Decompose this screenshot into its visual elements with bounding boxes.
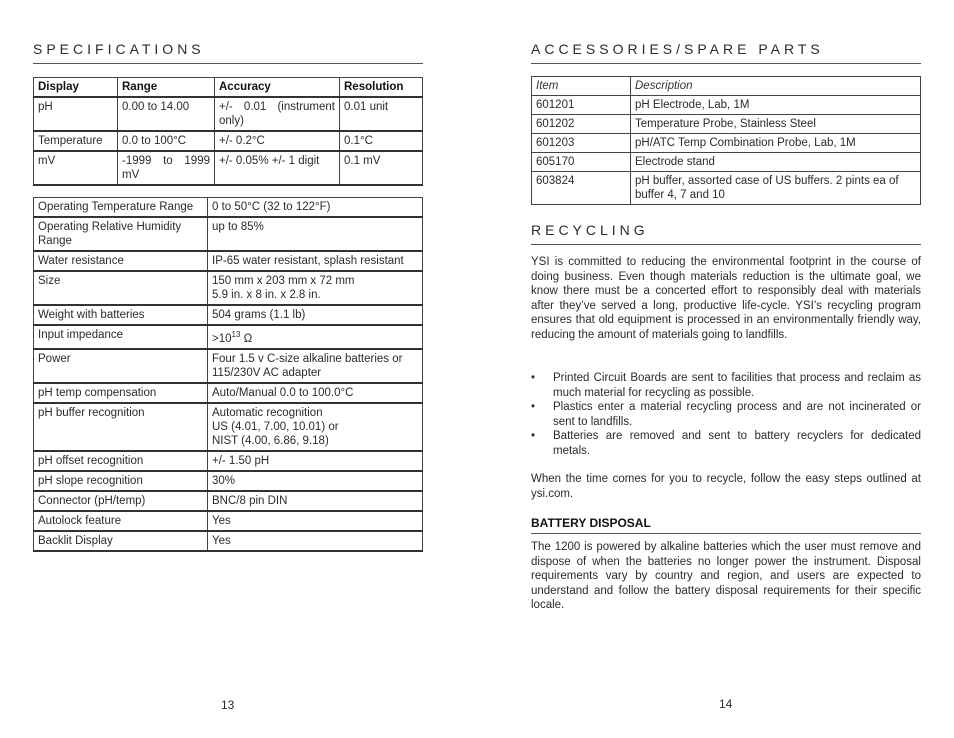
table-cell: 150 mm x 203 mm x 72 mm 5.9 in. x 8 in. x 2.8 in. bbox=[208, 271, 423, 305]
table-cell: Operating Temperature Range bbox=[34, 198, 208, 218]
table-header-row bbox=[34, 78, 423, 98]
table-header: Resolution bbox=[340, 78, 423, 98]
table-cell: mV bbox=[34, 151, 118, 185]
recycling-outro: When the time comes for you to recycle, follow the easy steps outlined at ysi.com. bbox=[531, 473, 921, 500]
table-cell bbox=[208, 325, 423, 349]
table-cell: 601201 bbox=[532, 96, 631, 115]
recycling-title: RECYCLING bbox=[531, 222, 649, 238]
table-row bbox=[532, 153, 921, 172]
list-item bbox=[531, 400, 921, 429]
table-cell: Operating Relative Humidity Range bbox=[34, 217, 208, 251]
table-cell: 0.01 unit bbox=[340, 97, 423, 131]
bullet-icon: • bbox=[531, 372, 536, 384]
accessories-table bbox=[531, 76, 921, 205]
table-cell: pH Electrode, Lab, 1M bbox=[631, 96, 921, 115]
table-cell: Connector (pH/temp) bbox=[34, 491, 208, 511]
bullet-icon: • bbox=[531, 401, 536, 413]
battery-disposal-title: BATTERY DISPOSAL bbox=[531, 516, 651, 530]
recycling-intro: YSI is committed to reducing the environmental footprint in the course of doing business. Even though materials reduction is the ultimate goal, we know there must be a concerted effort to responsibly deal with materials after they’ve served a long, productive life-cycle. YSI’s recycling program ensures that old equipment is processed in an environmentally friendly way, reducing the amount of materials going to landfills. bbox=[531, 256, 921, 341]
bullet-icon: • bbox=[531, 430, 536, 442]
table-cell: 0.1°C bbox=[340, 131, 423, 151]
table-cell: pH buffer, assorted case of US buffers. 2 pints ea of buffer 4, 7 and 10 bbox=[631, 172, 921, 205]
table-row bbox=[34, 491, 423, 511]
table-header: Display bbox=[34, 78, 118, 98]
table-cell: +/- 1.50 pH bbox=[208, 451, 423, 471]
page-number: 13 bbox=[221, 698, 235, 712]
table-cell: pH slope recognition bbox=[34, 471, 208, 491]
title-rule bbox=[33, 63, 423, 64]
spec-table-general bbox=[33, 197, 423, 552]
table-row bbox=[34, 383, 423, 403]
list-item bbox=[531, 429, 921, 458]
table-cell: Four 1.5 v C-size alkaline batteries or 115/230V AC adapter bbox=[208, 349, 423, 383]
table-cell: 0.0 to 100°C bbox=[118, 131, 215, 151]
recycling-bullets bbox=[531, 371, 921, 458]
table-cell: Temperature Probe, Stainless Steel bbox=[631, 115, 921, 134]
table-cell: Size bbox=[34, 271, 208, 305]
table-header: Description bbox=[631, 77, 921, 96]
table-cell: 0 to 50°C (32 to 122°F) bbox=[208, 198, 423, 218]
table-cell: +/- 0.01 (instrument only) bbox=[215, 97, 340, 131]
table-cell: 601202 bbox=[532, 115, 631, 134]
table-row bbox=[34, 403, 423, 451]
table-cell: Weight with batteries bbox=[34, 305, 208, 325]
table-row bbox=[34, 305, 423, 325]
list-item bbox=[531, 371, 921, 400]
table-cell: 504 grams (1.1 lb) bbox=[208, 305, 423, 325]
table-cell: Automatic recognition US (4.01, 7.00, 10.01) or NIST (4.00, 6.86, 9.18) bbox=[208, 403, 423, 451]
table-row bbox=[34, 251, 423, 271]
table-row bbox=[532, 96, 921, 115]
table-row bbox=[34, 511, 423, 531]
table-cell: +/- 0.2°C bbox=[215, 131, 340, 151]
table-row bbox=[34, 451, 423, 471]
impedance-exponent: 13 bbox=[231, 330, 241, 339]
list-item-text: Printed Circuit Boards are sent to facilities that process and reclaim as much material for recycling as possible. bbox=[553, 372, 921, 399]
table-cell: pH/ATC Temp Combination Probe, Lab, 1M bbox=[631, 134, 921, 153]
table-row bbox=[34, 349, 423, 383]
impedance-base: >10 bbox=[212, 332, 232, 345]
table-row bbox=[34, 271, 423, 305]
table-row bbox=[34, 531, 423, 551]
table-row bbox=[532, 134, 921, 153]
table-header: Accuracy bbox=[215, 78, 340, 98]
table-cell: 601203 bbox=[532, 134, 631, 153]
title-rule bbox=[531, 63, 921, 64]
table-cell: pH buffer recognition bbox=[34, 403, 208, 451]
table-cell: pH offset recognition bbox=[34, 451, 208, 471]
table-cell: up to 85% bbox=[208, 217, 423, 251]
table-cell: 603824 bbox=[532, 172, 631, 205]
table-row bbox=[34, 151, 423, 185]
table-row bbox=[34, 471, 423, 491]
table-row bbox=[532, 115, 921, 134]
table-row bbox=[34, 131, 423, 151]
table-cell: 0.00 to 14.00 bbox=[118, 97, 215, 131]
table-cell: -1999 to 1999 mV bbox=[118, 151, 215, 185]
table-cell: Yes bbox=[208, 511, 423, 531]
table-cell: +/- 0.05% +/- 1 digit bbox=[215, 151, 340, 185]
table-cell: Electrode stand bbox=[631, 153, 921, 172]
table-row bbox=[34, 217, 423, 251]
table-cell: Temperature bbox=[34, 131, 118, 151]
table-row bbox=[34, 97, 423, 131]
specifications-title: SPECIFICATIONS bbox=[33, 41, 205, 57]
table-cell: BNC/8 pin DIN bbox=[208, 491, 423, 511]
table-header-row bbox=[532, 77, 921, 96]
table-row bbox=[34, 198, 423, 218]
table-cell: 0.1 mV bbox=[340, 151, 423, 185]
accessories-title: ACCESSORIES/SPARE PARTS bbox=[531, 41, 824, 57]
table-cell: Power bbox=[34, 349, 208, 383]
table-cell: Backlit Display bbox=[34, 531, 208, 551]
spec-table-display bbox=[33, 77, 423, 186]
table-cell: Yes bbox=[208, 531, 423, 551]
table-cell: IP-65 water resistant, splash resistant bbox=[208, 251, 423, 271]
table-cell: Input impedance bbox=[34, 325, 208, 349]
table-row bbox=[532, 172, 921, 205]
table-cell: 30% bbox=[208, 471, 423, 491]
list-item-text: Plastics enter a material recycling process and are not incinerated or sent to landfills. bbox=[553, 401, 921, 428]
table-cell: 605170 bbox=[532, 153, 631, 172]
recycling-rule bbox=[531, 244, 921, 245]
battery-rule bbox=[531, 533, 921, 534]
table-cell: pH bbox=[34, 97, 118, 131]
impedance-unit: Ω bbox=[240, 332, 253, 345]
battery-disposal-text: The 1200 is powered by alkaline batteries which the user must remove and dispose of when the batteries no longer power the instrument. Disposal requirements vary by country and region, and users are expected to understand and follow the battery disposal requirements for their specific locale. bbox=[531, 541, 921, 611]
table-header: Range bbox=[118, 78, 215, 98]
list-item-text: Batteries are removed and sent to battery recyclers for dedicated metals. bbox=[553, 430, 921, 457]
table-cell: Water resistance bbox=[34, 251, 208, 271]
table-cell: pH temp compensation bbox=[34, 383, 208, 403]
table-cell: Autolock feature bbox=[34, 511, 208, 531]
page-number: 14 bbox=[719, 697, 733, 711]
table-header: Item bbox=[532, 77, 631, 96]
table-cell: Auto/Manual 0.0 to 100.0°C bbox=[208, 383, 423, 403]
table-row bbox=[34, 325, 423, 349]
